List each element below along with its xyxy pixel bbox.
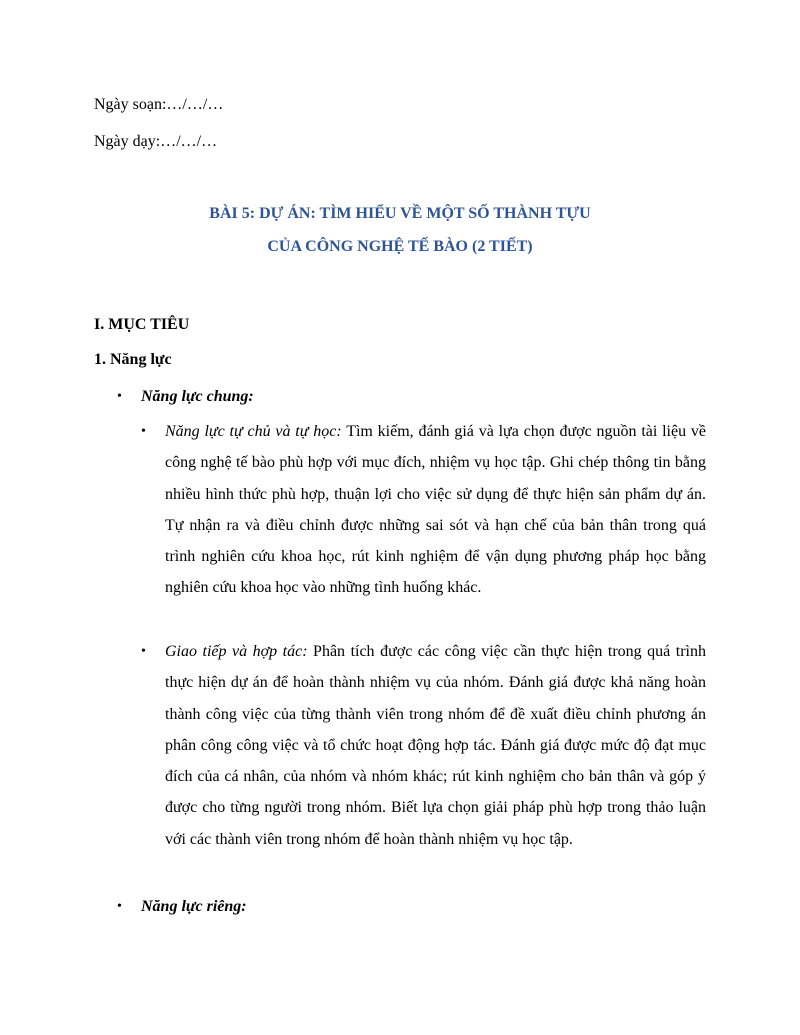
- lesson-title-line-1: BÀI 5: DỰ ÁN: TÌM HIỂU VỀ MỘT SỐ THÀNH TỰU: [209, 205, 591, 222]
- section-heading: I. MỤC TIÊU: [94, 316, 190, 333]
- bullet-icon: •: [141, 424, 146, 439]
- general-competency-label: [117, 387, 254, 407]
- bullet-icon: •: [117, 899, 122, 914]
- specific-competency-label: [117, 897, 247, 917]
- date-prepared: Ngày soạn:…/…/…: [94, 96, 224, 113]
- competency-item-body: Tìm kiếm, đánh giá và lựa chọn được nguồn tài liệu về công nghệ tế bào phù hợp với mục đích, nhiệm vụ học tập. Ghi chép thông tin bằng nhiều hình thức phù hợp, thuận lợi cho việc sử dụng để thực hiện sản phẩm dự án. Tự nhận ra và điều chỉnh được những sai sót và hạn chế của bản thân trong quá trình nghiên cứu khoa học, rút kinh nghiệm để vận dụng phương pháp học bằng nghiên cứu khoa học vào những tình huống khác.: [165, 423, 707, 597]
- bullet-icon: •: [117, 389, 122, 404]
- bullet-icon: •: [141, 644, 146, 659]
- lesson-title-line-2: CỦA CÔNG NGHỆ TẾ BÀO (2 TIẾT): [267, 238, 533, 255]
- competency-item-lead: Giao tiếp và hợp tác:: [165, 643, 308, 660]
- subsection-heading: 1. Năng lực: [94, 351, 172, 368]
- date-taught: Ngày dạy:…/…/…: [94, 133, 218, 150]
- general-competency-text: Năng lực chung:: [141, 388, 254, 405]
- competency-item-self-study: [141, 416, 707, 604]
- competency-item-body: Phân tích được các công việc cần thực hiện trong quá trình thực hiện dự án để hoàn thành nhiệm vụ của nhóm. Đánh giá được khả năng hoàn thành công việc của từng thành viên trong nhóm để đề xuất điều chỉnh phương án phân công công việc và tổ chức hoạt động hợp tác. Đánh giá được mức độ đạt mục đích của cá nhân, của nhóm và nhóm khác; rút kinh nghiệm cho bản thân và góp ý được cho từng người trong nhóm. Biết lựa chọn giải pháp phù hợp trong thảo luận với các thành viên trong nhóm để hoàn thành nhiệm vụ học tập.: [165, 643, 706, 848]
- competency-item-communication: [141, 636, 706, 855]
- competency-item-lead: Năng lực tự chủ và tự học:: [165, 423, 342, 440]
- specific-competency-text: Năng lực riêng:: [141, 898, 247, 915]
